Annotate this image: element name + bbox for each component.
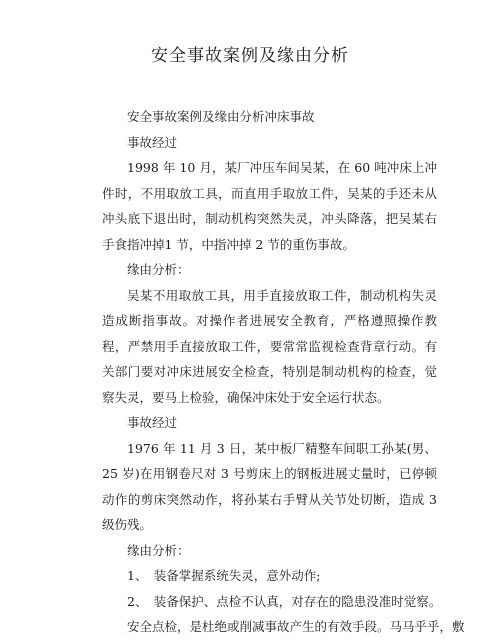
document-title: 安全事故案例及缘由分析 xyxy=(151,46,349,66)
paragraph-section-label-2: 事故经过 xyxy=(127,415,178,430)
paragraph-section-label: 事故经过 xyxy=(127,134,178,150)
paragraph-list-item-2: 2、 装备保护、点检不认真，对存在的隐患没准时觉察。 xyxy=(127,593,442,609)
paragraph-incident-2: 1976 年 11 月 3 日，某中板厂精整车间职工孙某(男、25 岁)在用钢卷尺对 3 号剪床上的钢板进展丈量时，已停顿动作的剪床突然动作，将孙某右手臂从关节处切断，造成 3 级伤残。 xyxy=(102,440,437,532)
paragraph-heading: 安全事故案例及缘由分析冲床事故 xyxy=(127,109,315,124)
paragraph-analysis-label-2: 缘由分析： xyxy=(127,542,190,558)
document-body xyxy=(102,104,465,640)
paragraph-analysis-label: 缘由分析： xyxy=(127,262,190,277)
paragraph-list-item-1: 1、 装备掌握系统失灵，意外动作; xyxy=(127,568,321,583)
paragraph-analysis-1: 吴某不用取放工具，用手直接放取工件，制动机构失灵造成断指事故。对操作者进展安全教育，严格遵照操作教程，严禁用手直接放取工件，要常常监视检查背章行动。有关部门要对冲床进展安全检查，特别是制动机构的检查，觉察失灵，要马上检验，确保冲床处于安全运行状态。 xyxy=(102,287,437,405)
paragraph-incident-1: 1998 年 10 月，某厂冲压车间吴某，在 60 吨冲床上冲件时，不用取放工具，而直用手取放工件，吴某的手还未从冲头底下退出时，制动机构突然失灵，冲头降落，把吴某右手食指冲掉1 节，中指冲掉 2 节的重伤事故。 xyxy=(102,160,437,252)
paragraph-conclusion: 安全点检，是杜绝或削减事故产生的有效手段。马马乎乎，敷 xyxy=(127,619,465,634)
